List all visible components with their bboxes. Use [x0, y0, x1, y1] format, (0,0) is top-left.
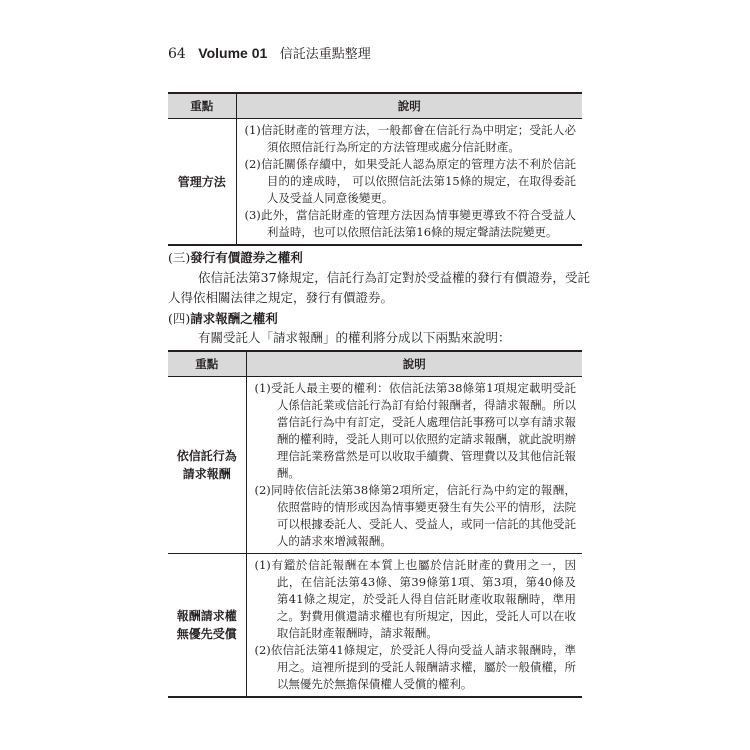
section-number: (四) [168, 311, 191, 326]
list-item: (3)此外，當信託財產的管理方法因為情事變更導致不符合受益人利益時，也可以依照信託法第16條的規定聲請法院變更。 [244, 208, 576, 239]
remuneration-table [168, 350, 582, 698]
running-head [168, 44, 371, 64]
table-row [168, 554, 582, 698]
section-heading-remuneration [168, 310, 278, 328]
section-paragraph: 有關受託人「請求報酬」的權利將分成以下兩點來說明： [198, 330, 511, 345]
row-key [168, 377, 246, 554]
list-item: (2)信託關係存續中，如果受託人認為原定的管理方法不利於信託目的的達成時， 可以依照信託法第15條的規定，在取得委託人及受益人同意後變更。 [244, 157, 576, 205]
table-row [168, 377, 582, 554]
row-key [168, 554, 246, 698]
column-header-key: 重點 [168, 351, 246, 377]
row-key-line: 無優先受償 [176, 627, 237, 641]
page-number: 64 [168, 46, 186, 62]
list-item: (2)依信託法第41條規定，於受託人得向受益人請求報酬時，準用之。這裡所提到的受託人報酬請求權，屬於一般債權，所以無優先於無擔保債權人受償的權利。 [254, 643, 576, 691]
column-header-description: 說明 [246, 351, 582, 377]
row-description [236, 119, 582, 246]
section-paragraph: 依信託法第37條規定，信託行為訂定對於受益權的發行有價證券，受託人得依相關法律之規定，發行有價證券。 [168, 270, 590, 305]
row-description [246, 377, 582, 554]
row-key-line: 報酬請求權 [176, 609, 237, 623]
row-key-line: 請求報酬 [182, 467, 231, 481]
management-method-table [168, 92, 582, 246]
table-row [168, 119, 582, 246]
volume-label: Volume 01 [198, 45, 268, 61]
list-item: (1)有鑑於信託報酬在本質上也屬於信託財產的費用之一，因此，在信託法第43條、第39條第1項、第3項，第40條及第41條之規定，於受託人得自信託財產收取報酬時，準用之。對費用償還請求權也有所規定，因此，受託人可以在收取信託財產報酬時，請求報酬。 [254, 558, 576, 640]
section-title: 發行有價證券之權利 [190, 250, 303, 265]
table-header-row [168, 93, 582, 119]
column-header-key: 重點 [168, 93, 236, 119]
list-item: (2)同時依信託法第38條第2項所定，信託行為中約定的報酬，依照當時的情形或因為情事變更發生有失公平的情形，法院可以根據委託人、受託人、受益人，或同一信託的其他受託人的請求來增減報酬。 [254, 483, 576, 548]
row-key-line: 依信託行為 [176, 449, 237, 463]
table-header-row [168, 351, 582, 377]
section-title: 請求報酬之權利 [190, 311, 278, 326]
list-item: (1)信託財產的管理方法，一般都會在信託行為中明定；受託人必須依照信託行為所定的方法管理或處分信託財產。 [244, 123, 576, 154]
chapter-title: 信託法重點整理 [279, 47, 371, 62]
list-item: (1)受託人最主要的權利：依信託法第38條第1項規定載明受託人係信託業或信託行為訂有給付報酬者，得請求報酬。所以當信託行為中有訂定，受託人處理信託事務可以享有請求報酬的權利時，受託人則可以依照約定請求報酬，就此說明辦理信託業務當然是可以收取手續費、管理費以及其他信託報酬。 [254, 381, 576, 480]
row-key: 管理方法 [168, 119, 236, 246]
section-number: (三) [168, 250, 191, 265]
column-header-description: 說明 [236, 93, 582, 119]
section-heading-securities [168, 249, 303, 267]
row-description [246, 554, 582, 698]
